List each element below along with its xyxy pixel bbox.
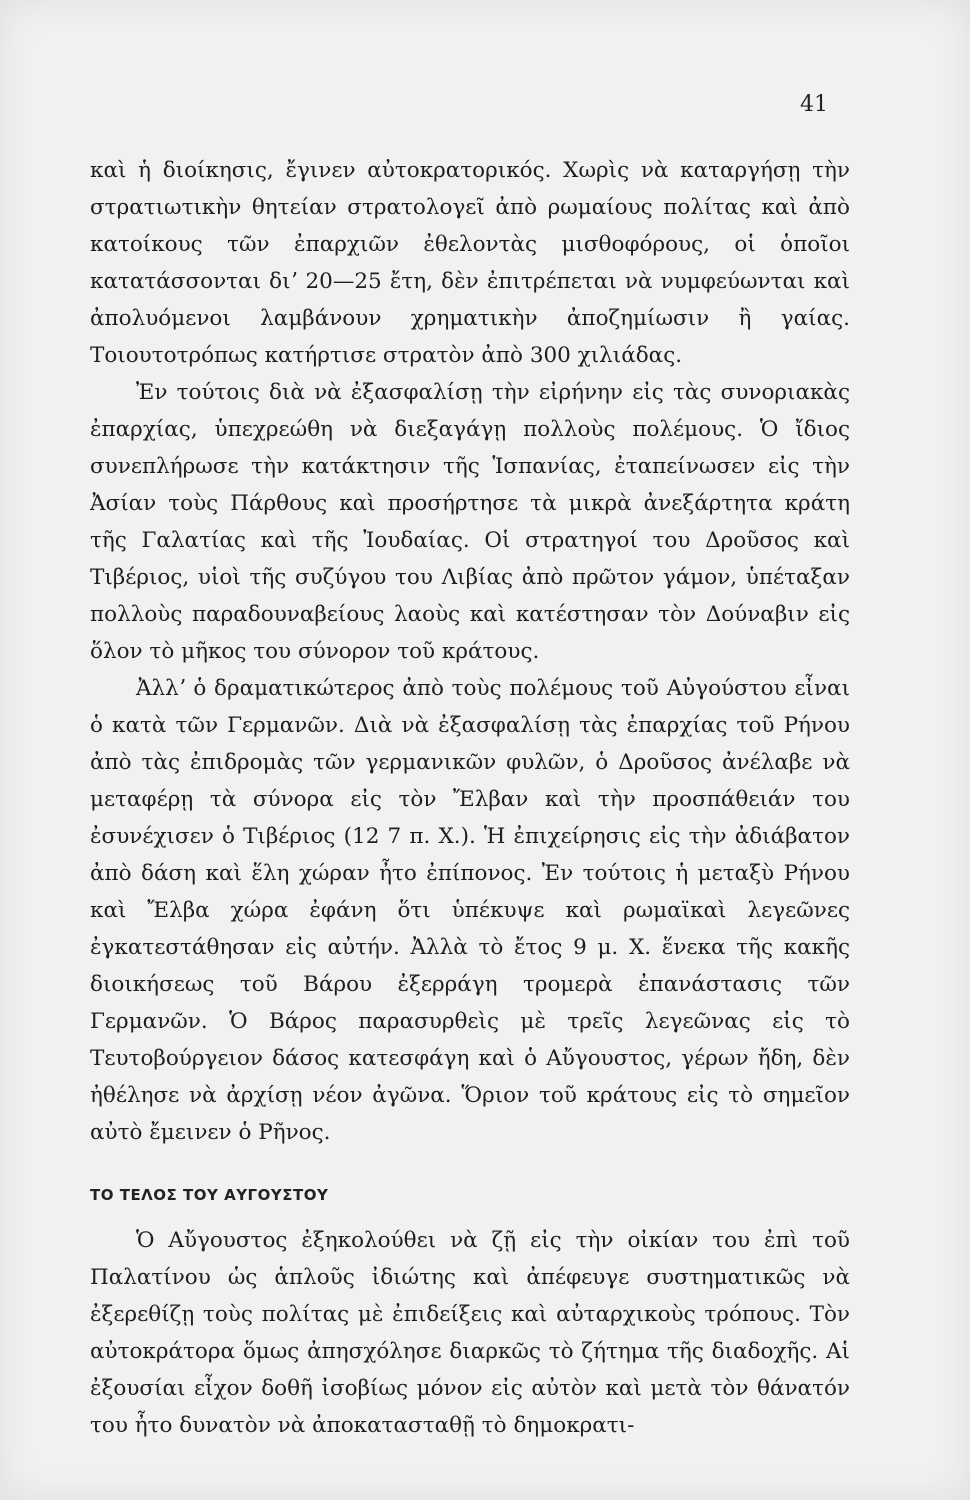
section-text (90, 1222, 850, 1444)
paragraph-1: καὶ ἡ διοίκησις, ἔγινεν αὐτοκρατορικός. Χωρὶς νὰ καταργήσῃ τὴν στρατιωτικὴν θητείαν στρατολογεῖ ἀπὸ ρωμαίους πολίτας καὶ ἀπὸ κατοίκους τῶν ἐπαρχιῶν ἐθελοντὰς μισθοφόρους, οἱ ὁποῖοι κατατάσσονται διʼ 20—25 ἔτη, δὲν ἐπιτρέπεται νὰ νυμφεύωνται καὶ ἀπολυόμενοι λαμβάνουν χρηματικὴν ἀποζημίωσιν ἢ γαίας. Τοιουτοτρόπως κατήρτισε στρατὸν ἀπὸ 300 χιλιάδας. (90, 158, 850, 368)
page-number: 41 (800, 92, 828, 117)
paragraph-3: Ἀλλʼ ὁ δραματικώτερος ἀπὸ τοὺς πολέμους τοῦ Αὐγούστου εἶναι ὁ κατὰ τῶν Γερμανῶν. Διὰ νὰ ἐξασφαλίσῃ τὰς ἐπαρχίας τοῦ Ρήνου ἀπὸ τὰς ἐπιδρομὰς τῶν γερμανικῶν φυλῶν, ὁ Δροῦσος ἀνέλαβε νὰ μεταφέρῃ τὰ σύνορα εἰς τὸν Ἔλβαν καὶ τὴν προσπάθειάν του ἐσυνέχισεν ὁ Τιβέριος (12 7 π. Χ.). Ἡ ἐπιχείρησις εἰς τὴν ἀδιάβατον ἀπὸ δάση καὶ ἕλη χώραν ἦτο ἐπίπονος. Ἐν τούτοις ἡ μεταξὺ Ρήνου καὶ Ἔλβα χώρα ἐφάνη ὅτι ὑπέκυψε καὶ ρωμαϊκαὶ λεγεῶνες ἐγκατεστάθησαν εἰς αὐτήν. Ἀλλὰ τὸ ἔτος 9 μ. Χ. ἕνεκα τῆς κακῆς διοικήσεως τοῦ Βάρου ἐξερράγη τρομερὰ ἐπανάστασις τῶν Γερμανῶν. Ὁ Βάρος παρασυρθεὶς μὲ τρεῖς λεγεῶνας εἰς τὸ Τευτοβούργειον δάσος κατεσφάγη καὶ ὁ Αὔγουστος, γέρων ἤδη, δὲν ἠθέλησε νὰ ἀρχίσῃ νέον ἀγῶνα. Ὅριον τοῦ κράτους εἰς τὸ σημεῖον αὐτὸ ἔμεινεν ὁ Ρῆνος. (90, 676, 850, 1145)
paragraph-2: Ἐν τούτοις διὰ νὰ ἐξασφαλίσῃ τὴν εἰρήνην εἰς τὰς συνοριακὰς ἐπαρχίας, ὑπεχρεώθη νὰ διεξαγάγῃ πολλοὺς πολέμους. Ὁ ἴδιος συνεπλήρωσε τὴν κατάκτησιν τῆς Ἱσπανίας, ἐταπείνωσεν εἰς τὴν Ἀσίαν τοὺς Πάρθους καὶ προσήρτησε τὰ μικρὰ ἀνεξάρτητα κράτη τῆς Γαλατίας καὶ τῆς Ἰουδαίας. Οἱ στρατηγοί του Δροῦσος καὶ Τιβέριος, υἱοὶ τῆς συζύγου του Λιβίας ἀπὸ πρῶτον γάμον, ὑπέταξαν πολλοὺς παραδουναβείους λαοὺς καὶ κατέστησαν τὸν Δούναβιν εἰς ὅλον τὸ μῆκος του σύνορον τοῦ κράτους. (90, 380, 850, 664)
section-heading: ΤΟ ΤΕΛΟΣ ΤΟΥ ΑΥΓΟΥΣΤΟΥ (90, 1186, 329, 1204)
main-text (90, 152, 850, 1151)
section-paragraph-1: Ὁ Αὔγουστος ἐξηκολούθει νὰ ζῇ εἰς τὴν οἰκίαν του ἐπὶ τοῦ Παλατίνου ὡς ἁπλοῦς ἰδιώτης καὶ ἀπέφευγε συστηματικῶς νὰ ἐξερεθίζῃ τοὺς πολίτας μὲ ἐπιδείξεις καὶ αὐταρχικοὺς τρόπους. Τὸν αὐτοκράτορα ὅμως ἀπησχόλησε διαρκῶς τὸ ζήτημα τῆς διαδοχῆς. Αἱ ἐξουσίαι εἶχον δοθῆ ἰσοβίως μόνον εἰς αὐτὸν καὶ μετὰ τὸν θάνατόν του ἦτο δυνατὸν νὰ ἀποκατασταθῇ τὸ δημοκρατι- (90, 1228, 850, 1438)
